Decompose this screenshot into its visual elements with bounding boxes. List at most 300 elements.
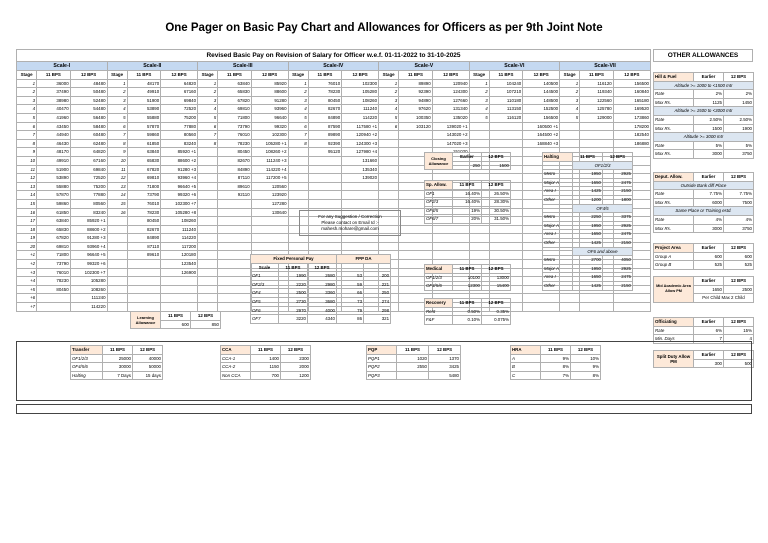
row-value: 2925 <box>603 170 633 179</box>
stage-cell <box>107 251 127 260</box>
bps12-header: 12 BPS <box>724 351 754 360</box>
bps11-cell: 61850 <box>127 139 161 148</box>
row-value: 7% <box>541 371 571 380</box>
stage-cell <box>198 165 218 174</box>
bps11-cell: 41960 <box>37 113 71 122</box>
bps12-cell: 64820 <box>161 79 198 88</box>
bps11-col-header: 11 BPS <box>218 71 252 80</box>
row-value: 3680 <box>308 297 337 306</box>
stage-cell <box>198 285 218 294</box>
bps11-cell: 67820 <box>218 96 252 105</box>
row-value: 28.30% <box>482 198 511 207</box>
bps12-cell: 114220 +4 <box>251 165 288 174</box>
row-value: 2000 <box>281 363 311 372</box>
bps11-cell: 57870 <box>37 191 71 200</box>
bps11-cell <box>580 122 614 131</box>
stage-cell <box>560 139 580 148</box>
stage-cell: 6 <box>107 122 127 131</box>
bps12-cell: 96640 <box>251 113 288 122</box>
stage-cell: 5 <box>288 113 308 122</box>
bps11-cell: 107210 <box>489 88 523 97</box>
bps12-cell: 178200 <box>613 122 650 131</box>
bps12-header: 12 BPS <box>603 153 633 162</box>
bps12-cell <box>251 217 288 226</box>
row-value: 700 <box>251 371 281 380</box>
stage-cell <box>198 182 218 191</box>
stage-col-header: Stage <box>107 71 127 80</box>
bps11-cell: 87110 <box>218 174 252 183</box>
bps11-cell: 80450 <box>308 96 342 105</box>
bps11-cell: 48170 <box>127 79 161 88</box>
stage-cell <box>198 217 218 226</box>
bps12-cell: 127980 +4 <box>342 148 379 157</box>
bps11-cell: 84890 <box>308 113 342 122</box>
split-duty-label: Split Duty Allow PM <box>654 351 694 368</box>
stage-col-header: Stage <box>288 71 308 80</box>
bottom-empty-frame <box>16 404 752 414</box>
stage-col-header: Stage <box>17 71 37 80</box>
bps12-col-header: 12 BPS <box>432 71 469 80</box>
bps11-cell: 69810 <box>218 105 252 114</box>
mid-academic-label: Mid Academic Area Allow PM <box>654 277 694 303</box>
bps12-cell: 75200 <box>70 182 107 191</box>
deput-sub-2: Same Place or Training estd. <box>654 207 754 216</box>
bps12-col-header: 12 BPS <box>251 71 288 80</box>
stage-cell: 13 <box>17 182 37 191</box>
stage-cell <box>288 156 308 165</box>
row-label: Area I <box>543 187 573 196</box>
row-value: 1200 <box>573 195 603 204</box>
stage-cell <box>560 294 580 303</box>
row-value: 2970 <box>279 306 308 315</box>
row-label: Max Rs. <box>654 224 694 233</box>
bps12-cell: 151020 <box>432 148 469 157</box>
row-value: 2250 <box>573 213 603 222</box>
row-value: 0.10% <box>453 316 482 325</box>
stage-cell: 9 <box>17 148 37 157</box>
bps11-cell <box>580 131 614 140</box>
bps11-cell: 71800 <box>37 251 71 260</box>
row-value: 321 <box>364 315 391 324</box>
bps11-cell: 51900 <box>127 96 161 105</box>
bps11-cell: 78230 <box>308 88 342 97</box>
bps11-cell: 110180 <box>489 96 523 105</box>
learning-allowance-label: Learning Allowance <box>131 312 161 329</box>
bps11-cell: 55880 <box>37 182 71 191</box>
bps12-cell: 156500 <box>613 79 650 88</box>
row-label: OF5 <box>251 297 279 306</box>
row-value: 2680 <box>308 272 337 281</box>
table-row <box>654 261 754 270</box>
learning-11bps: 600 <box>161 320 191 329</box>
bps12-cell: 69840 <box>70 165 107 174</box>
table-row <box>425 282 511 291</box>
earlier-header: Earlier <box>694 318 724 327</box>
bps11-cell <box>489 122 523 131</box>
bps11-cell: 71800 <box>218 113 252 122</box>
row-value: 1650 <box>573 178 603 187</box>
row-value: 4340 <box>308 315 337 324</box>
fpp-da-title: FPP DA <box>337 255 391 264</box>
bps11-cell <box>127 285 161 294</box>
bps12-cell: 96640 +5 <box>161 182 198 191</box>
stage-cell <box>288 148 308 157</box>
bps12-cell: 93960 +4 <box>161 174 198 183</box>
bps11-cell: 87590 <box>308 122 342 131</box>
bps11-cell <box>127 303 161 312</box>
stage-cell: +6 <box>17 294 37 303</box>
row-value: 16.40% <box>453 189 482 198</box>
pay-row <box>17 139 651 148</box>
bps12-cell <box>161 285 198 294</box>
stage-col-header: Stage <box>560 71 580 80</box>
bps11-cell: 63840 <box>37 217 71 226</box>
bps12-header: 12 BPS <box>281 346 311 355</box>
stage-cell: 4 <box>469 105 489 114</box>
row-value: 525 <box>724 261 754 270</box>
bps11-cell: 44940 <box>37 131 71 140</box>
halting-grade-3: OF6 and above <box>573 247 633 256</box>
row-value: 3750 <box>724 150 754 159</box>
row-value: 0.075% <box>482 316 511 325</box>
bps12-header: 12 BPS <box>482 299 511 308</box>
officiating-label: Officiating <box>654 318 694 327</box>
bps11-cell: 55880 <box>127 113 161 122</box>
contact-note-line-1: For any Suggestion / Correction <box>318 214 382 219</box>
stage-cell <box>288 182 308 191</box>
stage-cell <box>198 225 218 234</box>
stage-cell <box>469 234 489 243</box>
bps12-cell: 62480 <box>70 139 107 148</box>
bps12-cell: 64820 <box>70 148 107 157</box>
stage-cell <box>107 294 127 303</box>
bps12-header: 12 BPS <box>724 173 754 182</box>
bps11-cell <box>399 225 433 234</box>
bps12-cell: 72520 <box>161 105 198 114</box>
bps12-header: 12 BPS <box>571 346 601 355</box>
pay-row <box>17 88 651 97</box>
bps12-header: 12 BPS <box>482 153 511 162</box>
stage-cell: 7 <box>17 131 37 140</box>
bps12-cell: 99320 +6 <box>161 191 198 200</box>
row-label: Metro <box>543 213 573 222</box>
bps12-header: 12 BPS <box>724 244 754 253</box>
bps12-cell: 156500 <box>523 113 560 122</box>
table-row <box>543 256 633 265</box>
row-value: 600 <box>724 252 754 261</box>
row-value: 0.50% <box>453 307 482 316</box>
bps11-cell <box>218 277 252 286</box>
bps12-cell: 91280 +3 <box>70 234 107 243</box>
table-row <box>543 221 633 230</box>
stage-cell <box>379 242 399 251</box>
stage-cell: 5 <box>379 113 399 122</box>
table-row <box>543 213 633 222</box>
bps12-cell <box>342 182 379 191</box>
split-duty-12bps: 500 <box>724 359 754 368</box>
bps12-cell <box>432 251 469 260</box>
stage-cell <box>379 191 399 200</box>
pay-row <box>17 131 651 140</box>
table-row <box>367 363 461 372</box>
project-area-label: Project Area <box>654 244 694 253</box>
bps11-cell: 82670 <box>127 225 161 234</box>
stage-col-header: Stage <box>469 71 489 80</box>
bps11-cell: 80450 <box>37 285 71 294</box>
bps12-cell: 160500 +1 <box>523 122 560 131</box>
table-row <box>425 198 511 207</box>
stage-cell <box>198 268 218 277</box>
row-label: PQP3 <box>367 371 397 380</box>
row-value: 2150 <box>603 238 633 247</box>
table-row <box>251 315 391 324</box>
stage-cell <box>288 174 308 183</box>
stage-cell: 7 <box>198 131 218 140</box>
bps12-cell: 75200 <box>161 113 198 122</box>
stage-cell: 3 <box>107 96 127 105</box>
row-value: 0.35% <box>482 307 511 316</box>
row-value: 3750 <box>724 224 754 233</box>
stage-cell: 11 <box>17 165 37 174</box>
bps11-cell: 76010 <box>308 79 342 88</box>
row-label: C <box>511 371 541 380</box>
row-value: 2925 <box>603 264 633 273</box>
table-row <box>511 354 601 363</box>
earlier-header: Earlier <box>453 153 482 162</box>
table-row <box>221 363 311 372</box>
stage-cell <box>107 217 127 226</box>
stage-cell: +2 <box>17 260 37 269</box>
stage-cell: 2 <box>560 88 580 97</box>
stage-cell <box>288 242 308 251</box>
stage-cell: 1 <box>17 79 37 88</box>
table-row <box>425 215 511 224</box>
stage-cell <box>198 174 218 183</box>
bps12-cell: 102300 +7 <box>161 199 198 208</box>
fpp-col-header: 12 BPS <box>308 263 337 272</box>
bps11-cell <box>218 208 252 217</box>
table-row <box>654 98 754 107</box>
row-value: 19% <box>453 206 482 215</box>
bps12-cell: 99320 <box>251 122 288 131</box>
stage-cell: 4 <box>560 105 580 114</box>
row-value: 4050 <box>603 256 633 265</box>
stage-cell <box>198 156 218 165</box>
bps12-cell: 117580 +1 <box>342 122 379 131</box>
deput-allow-label: Deput. Allow. <box>654 173 694 182</box>
row-value: 25000 <box>103 354 133 363</box>
stage-cell <box>379 199 399 208</box>
bps12-cell: 111240 <box>161 225 198 234</box>
stage-cell: 6 <box>379 122 399 131</box>
bps12-cell: 164500 +2 <box>523 131 560 140</box>
hill-fuel-label: Hill & Fuel <box>654 73 694 82</box>
bps12-cell: 102300 <box>251 131 288 140</box>
scale-header-1: Scale-I <box>17 62 108 71</box>
row-value: 5% <box>694 141 724 150</box>
row-value: 2% <box>724 90 754 99</box>
row-label: Area I <box>543 230 573 239</box>
bps12-cell: 111240 <box>342 105 379 114</box>
bps12-cell: 144500 <box>523 88 560 97</box>
row-value: 12300 <box>453 282 482 291</box>
bps12-cell: 143020 +2 <box>432 131 469 140</box>
row-value: 1020 <box>397 354 429 363</box>
bps11-cell <box>399 131 433 140</box>
recovery-table <box>424 298 510 325</box>
bps11-cell: 76010 <box>37 268 71 277</box>
learning-12bps: 850 <box>191 320 221 329</box>
row-value: 1125 <box>694 98 724 107</box>
row-label: Rate <box>654 90 694 99</box>
bps12-cell: 186880 <box>613 139 650 148</box>
contact-email[interactable]: mahesh.mohare@gmail.com <box>321 226 379 231</box>
stage-cell: 5 <box>469 113 489 122</box>
bps11-cell: 129000 <box>580 113 614 122</box>
bps12-cell: 58480 <box>70 122 107 131</box>
transfer-table <box>70 345 162 380</box>
stage-cell: 3 <box>17 96 37 105</box>
bps11-cell <box>489 234 523 243</box>
row-label: Metro <box>543 256 573 265</box>
bps12-cell <box>613 303 650 312</box>
bps12-header: 12 BPS <box>191 312 221 321</box>
bps12-cell: 96640 +5 <box>70 251 107 260</box>
bps12-cell: 127660 <box>432 96 469 105</box>
stage-cell <box>288 165 308 174</box>
bps11-cell: 78230 <box>37 277 71 286</box>
table-row <box>425 189 511 198</box>
bps11-cell: 116120 <box>489 113 523 122</box>
bps12-cell: 83240 <box>70 208 107 217</box>
table-row <box>221 371 311 380</box>
stage-cell <box>107 260 127 269</box>
bps12-cell <box>523 303 560 312</box>
row-label: Rent <box>425 307 453 316</box>
stage-cell <box>560 122 580 131</box>
contact-note-line-2: Please contact on Email Id :- <box>321 220 379 225</box>
stage-cell <box>107 242 127 251</box>
row-label: Non CCA <box>221 371 251 380</box>
stage-cell: +1 <box>17 251 37 260</box>
row-value: 298 <box>364 306 391 315</box>
bps12-cell <box>342 199 379 208</box>
bps11-cell <box>127 294 161 303</box>
row-value: 40000 <box>133 354 163 363</box>
bps11-header: 11 BPS <box>161 312 191 321</box>
table-row <box>251 272 391 281</box>
bps11-cell: 94890 <box>399 96 433 105</box>
bps11-cell <box>489 139 523 148</box>
bps11-cell: 65830 <box>37 225 71 234</box>
row-label: OF1 <box>425 189 453 198</box>
scale-header-4: Scale-IV <box>288 62 379 71</box>
bps12-cell: 124300 +3 <box>342 139 379 148</box>
special-allowance-table <box>424 180 510 224</box>
halting-grade-2: OF4/5 <box>573 204 633 213</box>
stage-cell: 12 <box>17 174 37 183</box>
bps11-cell: 76010 <box>218 131 252 140</box>
row-value: 5% <box>724 141 754 150</box>
bps12-cell: 102300 <box>342 79 379 88</box>
bps12-cell: 126900 <box>161 268 198 277</box>
bps11-header: 11 BPS <box>573 153 603 162</box>
stage-cell: 4 <box>107 105 127 114</box>
bps12-cell: 80560 <box>70 199 107 208</box>
mid-academic-earlier: 1650 <box>694 285 724 294</box>
bps11-cell: 89610 <box>218 182 252 191</box>
stage-cell: 5 <box>107 113 127 122</box>
pay-table-header: Revised Basic Pay on Revision of Salary for Officer w.e.f. 01-11-2022 to 31-10-2025 <box>17 50 651 62</box>
bps11-cell <box>218 234 252 243</box>
bps12-cell <box>432 225 469 234</box>
row-label: A <box>511 354 541 363</box>
table-row <box>543 170 633 179</box>
stage-cell <box>379 148 399 157</box>
row-value: 7500 <box>724 198 754 207</box>
bps11-cell: 73790 <box>37 260 71 269</box>
row-value: 9% <box>571 363 601 372</box>
bps11-cell: 92390 <box>399 88 433 97</box>
table-row <box>654 198 754 207</box>
bps11-cell: 43450 <box>37 122 71 131</box>
stage-cell <box>107 277 127 286</box>
row-label: Rate <box>654 326 694 335</box>
bps12-cell <box>161 277 198 286</box>
closing-12bps: 1500 <box>482 161 511 170</box>
table-row <box>251 306 391 315</box>
bps12-cell: 165180 <box>613 96 650 105</box>
row-value: 2300 <box>281 354 311 363</box>
table-row <box>543 187 633 196</box>
row-value: 50000 <box>133 363 163 372</box>
stage-cell: 5 <box>198 113 218 122</box>
stage-cell: 8 <box>288 139 308 148</box>
stage-cell: 20 <box>17 242 37 251</box>
bps11-header: 11 BPS <box>453 181 482 190</box>
stage-cell: 4 <box>198 105 218 114</box>
stage-cell: 1 <box>379 79 399 88</box>
bps11-cell <box>489 225 523 234</box>
stage-cell <box>288 199 308 208</box>
bps12-cell: 52480 <box>70 96 107 105</box>
stage-cell: 15 <box>107 199 127 208</box>
stage-cell <box>107 268 127 277</box>
bps12-cell <box>432 234 469 243</box>
bps12-cell: 60480 <box>70 131 107 140</box>
bps12-cell: 182540 <box>613 131 650 140</box>
bps11-cell <box>308 156 342 165</box>
row-value: 1370 <box>429 354 461 363</box>
bps11-cell: 65830 <box>218 88 252 97</box>
table-row <box>511 363 601 372</box>
row-value: 1650 <box>573 230 603 239</box>
hra-label: HRA <box>511 346 541 355</box>
stage-cell: 9 <box>107 148 127 157</box>
bps11-cell <box>308 174 342 183</box>
pqp-table <box>366 345 460 380</box>
bps12-cell: 114220 <box>70 303 107 312</box>
pay-row <box>17 113 651 122</box>
bps12-cell: 148500 <box>523 96 560 105</box>
table-row <box>654 115 754 124</box>
bps11-col-header: 11 BPS <box>37 71 71 80</box>
row-value: 26.50% <box>482 189 511 198</box>
bps11-cell <box>580 294 614 303</box>
bps11-cell <box>218 251 252 260</box>
table-row <box>654 124 754 133</box>
sp-allow-label: Sp. Allow. <box>425 181 453 190</box>
